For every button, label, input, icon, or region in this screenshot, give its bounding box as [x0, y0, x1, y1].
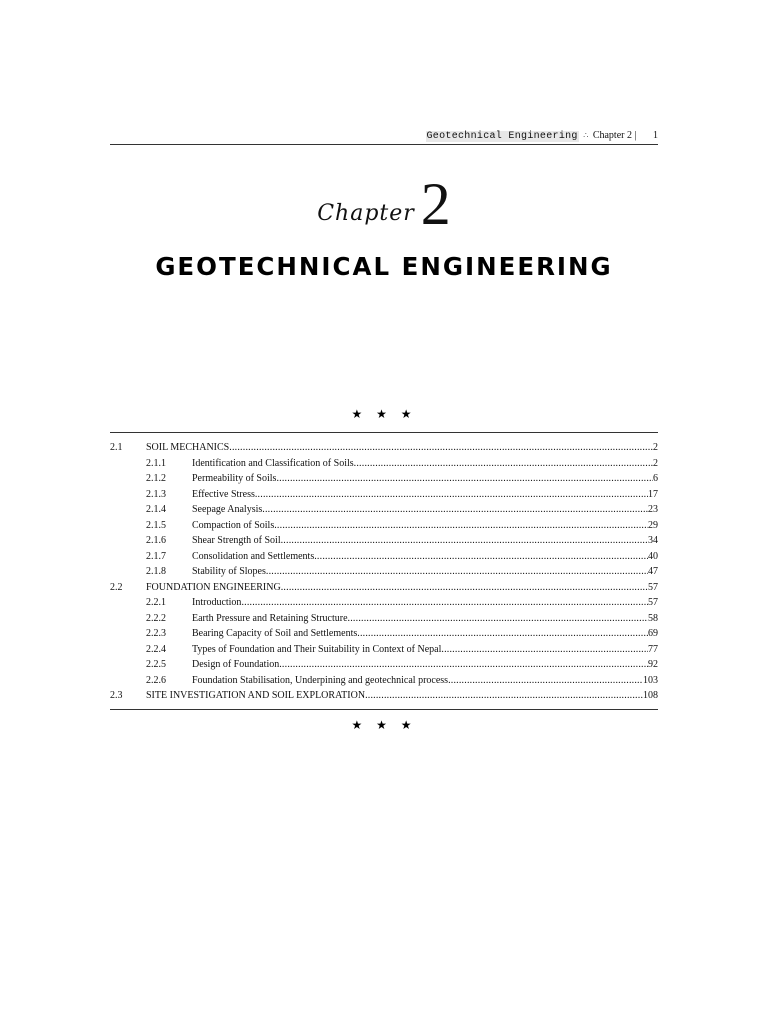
toc-title: FOUNDATION ENGINEERING — [146, 581, 281, 593]
toc-number: 2.1.4 — [146, 504, 166, 515]
toc-subsection-row[interactable] — [110, 626, 658, 642]
toc-entry — [192, 673, 658, 689]
table-of-contents — [110, 432, 658, 710]
toc-number: 2.1.2 — [146, 473, 166, 484]
toc-subsection-row[interactable] — [110, 642, 658, 658]
toc-title: Effective Stress — [192, 488, 255, 500]
toc-page-number: 40 — [648, 550, 658, 562]
toc-subsection-row[interactable] — [110, 549, 658, 565]
toc-title: Bearing Capacity of Soil and Settlements — [192, 628, 358, 639]
toc-number: 2.2.4 — [146, 643, 166, 655]
toc-entry — [146, 688, 658, 704]
toc-subsection-row[interactable] — [110, 502, 658, 518]
toc-page-number: 47 — [648, 566, 658, 577]
toc-number: 2.1.8 — [146, 566, 166, 577]
toc-number: 2.2.2 — [146, 612, 166, 624]
toc-entry — [146, 580, 658, 596]
toc-subsection-row[interactable] — [110, 595, 658, 611]
toc-number: 2.2.6 — [146, 674, 166, 686]
toc-title: Seepage Analysis — [192, 504, 263, 515]
toc-title: Shear Strength of Soil — [192, 535, 281, 546]
toc-leader-dots — [281, 580, 648, 596]
toc-leader-dots — [229, 440, 653, 456]
toc-entry — [192, 657, 658, 673]
toc-entry — [192, 456, 658, 472]
toc-page-number: 17 — [648, 488, 658, 500]
toc-entry — [192, 518, 658, 534]
toc-subsection-row[interactable] — [110, 657, 658, 673]
toc-number: 2.1.3 — [146, 488, 166, 500]
toc-number: 2.1.7 — [146, 550, 166, 562]
toc-page-number: 29 — [648, 519, 658, 531]
star-ornament-top: ★ ★ ★ — [351, 407, 417, 421]
chapter-title: GEOTECHNICAL ENGINEERING — [155, 252, 613, 281]
toc-leader-dots — [357, 626, 648, 642]
header-book-title: Geotechnical Engineering — [426, 131, 578, 142]
toc-title: Foundation Stabilisation, Underpining and geotechnical process — [192, 674, 449, 686]
therefore-icon: ∴ — [583, 131, 589, 140]
toc-title: SOIL MECHANICS — [146, 442, 230, 453]
toc-leader-dots — [281, 533, 648, 549]
toc-entry — [192, 533, 658, 549]
toc-number: 2.1 — [110, 442, 123, 453]
toc-entry — [146, 440, 658, 456]
toc-title: Stability of Slopes — [192, 566, 266, 577]
toc-leader-dots — [348, 611, 648, 627]
toc-entry — [192, 642, 658, 658]
toc-subsection-row[interactable] — [110, 518, 658, 534]
toc-section-row[interactable] — [110, 688, 658, 704]
toc-page-number: 6 — [653, 473, 658, 484]
toc-number: 2.1.5 — [146, 519, 166, 531]
toc-subsection-row[interactable] — [110, 564, 658, 580]
toc-title: Earth Pressure and Retaining Structure — [192, 612, 348, 624]
toc-leader-dots — [354, 456, 653, 472]
toc-section-row[interactable] — [110, 580, 658, 596]
toc-entry — [192, 611, 658, 627]
toc-page-number: 108 — [643, 690, 658, 701]
toc-page-number: 58 — [648, 612, 658, 624]
toc-leader-dots — [276, 471, 653, 487]
toc-subsection-row[interactable] — [110, 533, 658, 549]
toc-title: Identification and Classification of Soils — [192, 457, 354, 469]
toc-page-number: 103 — [643, 674, 658, 686]
toc-number: 2.2.1 — [146, 597, 166, 608]
toc-title: Permeability of Soils — [192, 473, 277, 484]
toc-page-number: 2 — [653, 457, 658, 469]
star-ornament-bottom: ★ ★ ★ — [351, 718, 417, 732]
running-header — [110, 129, 658, 145]
toc-number: 2.2.5 — [146, 659, 166, 670]
toc-number: 2.1.1 — [146, 457, 166, 469]
toc-page-number: 69 — [648, 628, 658, 639]
running-header-content — [426, 129, 659, 144]
toc-entry — [192, 564, 658, 580]
toc-leader-dots — [262, 502, 648, 518]
toc-subsection-row[interactable] — [110, 487, 658, 503]
toc-page-number: 57 — [648, 581, 658, 593]
toc-page-number: 34 — [648, 535, 658, 546]
toc-number: 2.2 — [110, 581, 123, 593]
toc-subsection-row[interactable] — [110, 456, 658, 472]
toc-page-number: 77 — [648, 643, 658, 655]
toc-title: Consolidation and Settlements — [192, 550, 315, 562]
toc-number: 2.2.3 — [146, 628, 166, 639]
toc-leader-dots — [441, 642, 648, 658]
chapter-label: Chapter — [317, 201, 415, 226]
toc-title: Introduction — [192, 597, 242, 608]
toc-subsection-row[interactable] — [110, 471, 658, 487]
toc-page-number: 23 — [648, 504, 658, 515]
toc-entry — [192, 502, 658, 518]
toc-page-number: 57 — [648, 597, 658, 608]
toc-title: Compaction of Soils — [192, 519, 275, 531]
toc-entry — [192, 626, 658, 642]
toc-leader-dots — [314, 549, 648, 565]
toc-entry — [192, 471, 658, 487]
toc-entry — [192, 487, 658, 503]
toc-leader-dots — [448, 673, 643, 689]
chapter-heading — [0, 170, 768, 239]
toc-subsection-row[interactable] — [110, 673, 658, 689]
header-page-number: 1 — [653, 130, 658, 141]
toc-title: SITE INVESTIGATION AND SOIL EXPLORATION — [146, 690, 366, 701]
toc-entry — [192, 549, 658, 565]
toc-subsection-row[interactable] — [110, 611, 658, 627]
toc-title: Types of Foundation and Their Suitability in Context of Nepal — [192, 643, 442, 655]
toc-number: 2.1.6 — [146, 535, 166, 546]
toc-entry — [192, 595, 658, 611]
header-chapter-ref: Chapter 2 | — [592, 130, 637, 141]
toc-leader-dots — [274, 518, 648, 534]
chapter-number: 2 — [420, 171, 451, 237]
toc-leader-dots — [279, 657, 648, 673]
toc-section-row[interactable] — [110, 440, 658, 456]
toc-leader-dots — [255, 487, 648, 503]
toc-number: 2.3 — [110, 690, 123, 701]
toc-title: Design of Foundation — [192, 659, 280, 670]
toc-page-number: 92 — [648, 659, 658, 670]
toc-leader-dots — [241, 595, 648, 611]
toc-leader-dots — [266, 564, 648, 580]
toc-page-number: 2 — [653, 442, 658, 453]
toc-leader-dots — [365, 688, 643, 704]
